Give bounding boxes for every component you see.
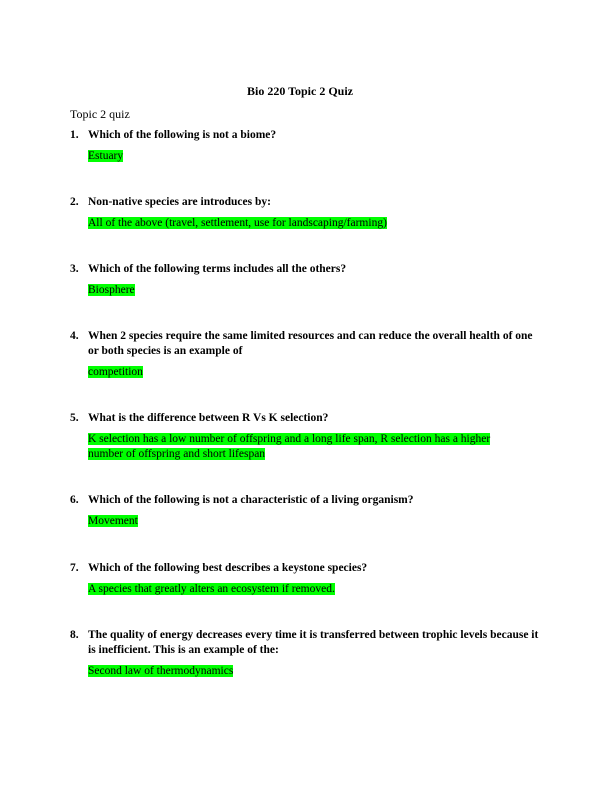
question-text: What is the difference between R Vs K selection? bbox=[88, 412, 329, 424]
answer-text bbox=[88, 283, 528, 298]
question-2 bbox=[70, 195, 540, 231]
answer-highlight: competition bbox=[88, 366, 143, 378]
question-number: 4. bbox=[70, 330, 79, 342]
answer-text bbox=[88, 664, 528, 679]
question-number: 5. bbox=[70, 412, 79, 424]
question-1 bbox=[70, 128, 540, 164]
question-8 bbox=[70, 628, 540, 679]
question-text: Non-native species are introduces by: bbox=[88, 196, 271, 208]
answer-text bbox=[88, 149, 528, 164]
question-text: Which of the following is not a characteristic of a living organism? bbox=[88, 494, 414, 506]
question-number: 7. bbox=[70, 562, 79, 574]
question-number: 2. bbox=[70, 196, 79, 208]
answer-highlight: Biosphere bbox=[88, 284, 135, 296]
question-5 bbox=[70, 411, 540, 462]
answer-highlight: K selection has a low number of offspring and a long life span, R selection has a higher number of offspring and short lifespan bbox=[88, 433, 491, 460]
question-7 bbox=[70, 561, 540, 597]
question-number: 8. bbox=[70, 629, 79, 641]
answer-text bbox=[88, 365, 528, 380]
question-number: 6. bbox=[70, 494, 79, 506]
answer-highlight: All of the above (travel, settlement, use for landscaping/farming) bbox=[88, 217, 387, 229]
answer-highlight: Movement bbox=[88, 515, 138, 527]
question-text: Which of the following best describes a keystone species? bbox=[88, 562, 368, 574]
answer-highlight: A species that greatly alters an ecosystem if removed. bbox=[88, 583, 335, 595]
document-title: Bio 220 Topic 2 Quiz bbox=[246, 84, 354, 98]
question-text: When 2 species require the same limited resources and can reduce the overall health of one or both species is an example of bbox=[88, 330, 533, 357]
question-number: 1. bbox=[70, 129, 79, 141]
question-4 bbox=[70, 329, 540, 380]
document-subtitle: Topic 2 quiz bbox=[70, 107, 130, 121]
question-text: Which of the following is not a biome? bbox=[88, 129, 277, 141]
question-text: The quality of energy decreases every time it is transferred between trophic levels because it is inefficient. This is an example of the: bbox=[88, 629, 539, 656]
answer-text bbox=[88, 432, 528, 462]
question-number: 3. bbox=[70, 263, 79, 275]
answer-text bbox=[88, 582, 528, 597]
question-text: Which of the following terms includes all the others? bbox=[88, 263, 347, 275]
answer-highlight: Estuary bbox=[88, 150, 124, 162]
question-6 bbox=[70, 493, 540, 529]
answer-text bbox=[88, 216, 528, 231]
answer-highlight: Second law of thermodynamics bbox=[88, 665, 234, 677]
question-3 bbox=[70, 262, 540, 298]
answer-text bbox=[88, 514, 528, 529]
